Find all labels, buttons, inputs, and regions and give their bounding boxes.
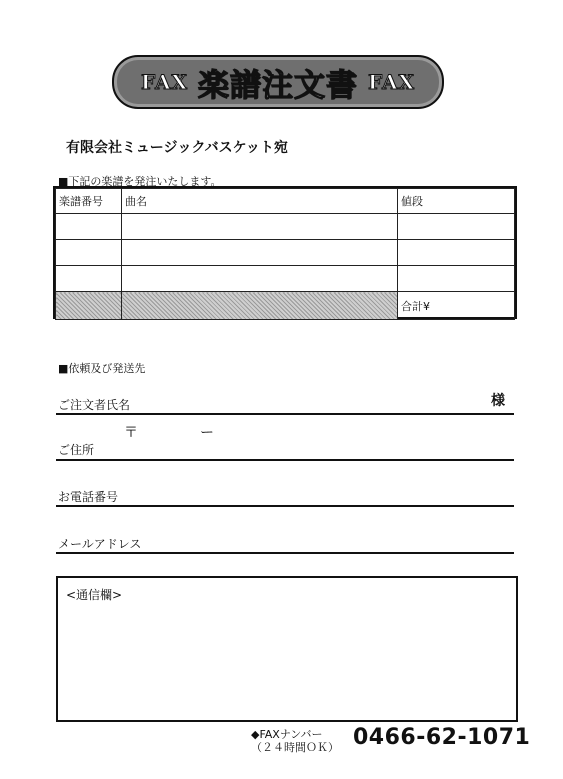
address-field[interactable] xyxy=(56,459,514,461)
song-title-cell[interactable] xyxy=(122,266,398,292)
fax-caption-line-2: （２４時間ＯＫ） xyxy=(251,741,339,754)
order-instruction: ■下記の楽譜を発注いたします。 xyxy=(58,175,222,188)
fax-number: 0466-62-1071 xyxy=(353,725,531,750)
column-header-song-title: 曲名 xyxy=(122,189,398,214)
postal-mark-icon: 〒 xyxy=(124,425,138,441)
score-number-cell[interactable] xyxy=(56,240,122,266)
page-title: 楽譜注文書 xyxy=(198,67,358,104)
fax-caption-line-1: ◆FAXナンバー xyxy=(251,728,323,741)
total-cell[interactable]: 合計¥ xyxy=(398,292,515,320)
address-label: ご住所 xyxy=(58,443,95,457)
fax-caption xyxy=(251,728,339,754)
phone-label: お電話番号 xyxy=(58,490,119,504)
message-box[interactable] xyxy=(56,576,518,722)
table-row xyxy=(56,266,515,292)
customer-section-heading: ■依頼及び発送先 xyxy=(58,362,146,375)
email-field[interactable] xyxy=(56,552,514,554)
column-header-price: 値段 xyxy=(398,189,515,214)
score-number-cell[interactable] xyxy=(56,266,122,292)
message-label: <通信欄> xyxy=(66,588,123,602)
email-label: メールアドレス xyxy=(58,537,142,551)
hatched-cell xyxy=(56,292,122,320)
total-row xyxy=(56,292,515,320)
score-number-cell[interactable] xyxy=(56,214,122,240)
song-title-cell[interactable] xyxy=(122,240,398,266)
phone-field[interactable] xyxy=(56,505,514,507)
banner-fax-right: FAX xyxy=(368,70,416,94)
table-row xyxy=(56,214,515,240)
order-table xyxy=(53,186,517,319)
title-banner xyxy=(112,55,444,109)
table-row xyxy=(56,240,515,266)
table-header-row xyxy=(56,189,515,214)
hatched-cell xyxy=(122,292,398,320)
price-cell[interactable] xyxy=(398,240,515,266)
banner-fax-left: FAX xyxy=(140,70,188,94)
price-cell[interactable] xyxy=(398,266,515,292)
column-header-score-number: 楽譜番号 xyxy=(56,189,122,214)
postal-code-dash: ー xyxy=(200,425,214,441)
name-label: ご注文者氏名 xyxy=(58,398,131,412)
honorific-label: 様 xyxy=(491,393,505,409)
name-field[interactable] xyxy=(56,413,514,415)
price-cell[interactable] xyxy=(398,214,515,240)
recipient-name: 有限会社ミュージックバスケット宛 xyxy=(66,140,288,156)
song-title-cell[interactable] xyxy=(122,214,398,240)
